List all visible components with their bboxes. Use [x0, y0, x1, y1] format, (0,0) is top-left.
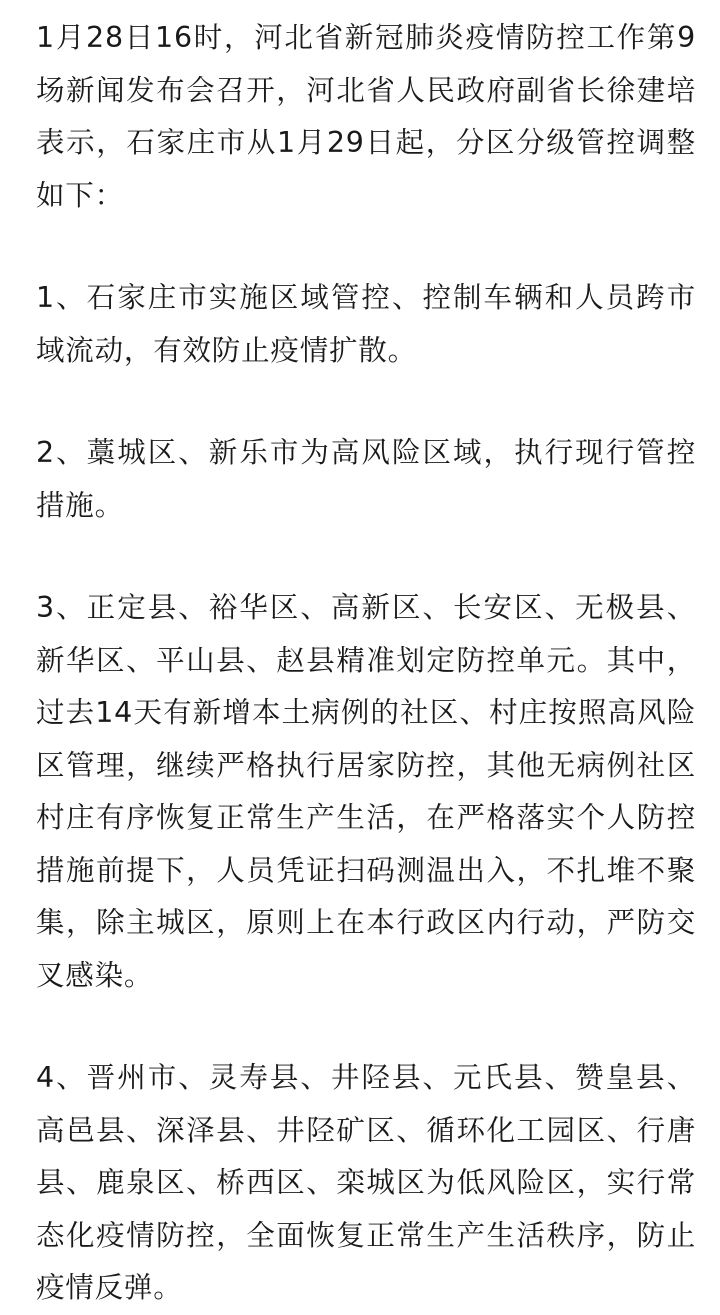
paragraph-spacer [36, 222, 696, 272]
measure-3-paragraph: 3、正定县、裕华区、高新区、长安区、无极县、新华区、平山县、赵县精准划定防控单元。其中，过去14天有新增本土病例的社区、村庄按照高风险区管理，继续严格执行居家防控，其他无病例社区村庄有序恢复正常生产生活，在严格落实个人防控措施前提下，人员凭证扫码测温出入，不扎堆不聚集，除主城区，原则上在本行政区内行动，严防交叉感染。 [36, 591, 696, 992]
measure-2-paragraph: 2、藁城区、新乐市为高风险区域，执行现行管控措施。 [36, 436, 696, 522]
measure-4-paragraph: 4、晋州市、灵寿县、井陉县、元氏县、赞皇县、高邑县、深泽县、井陉矿区、循环化工园区、行唐县、鹿泉区、桥西区、栾城区为低风险区，实行常态化疫情防控，全面恢复正常生产生活秩序，防止疫情反弹。 [36, 1061, 696, 1304]
paragraph-spacer [36, 377, 696, 427]
measure-1-paragraph: 1、石家庄市实施区域管控、控制车辆和人员跨市域流动，有效防止疫情扩散。 [36, 281, 696, 367]
article-body [36, 12, 696, 1315]
paragraph-spacer [36, 532, 696, 582]
intro-paragraph: 1月28日16时，河北省新冠肺炎疫情防控工作第9场新闻发布会召开，河北省人民政府副省长徐建培表示，石家庄市从1月29日起，分区分级管控调整如下： [36, 21, 696, 212]
paragraph-spacer [36, 1002, 696, 1052]
